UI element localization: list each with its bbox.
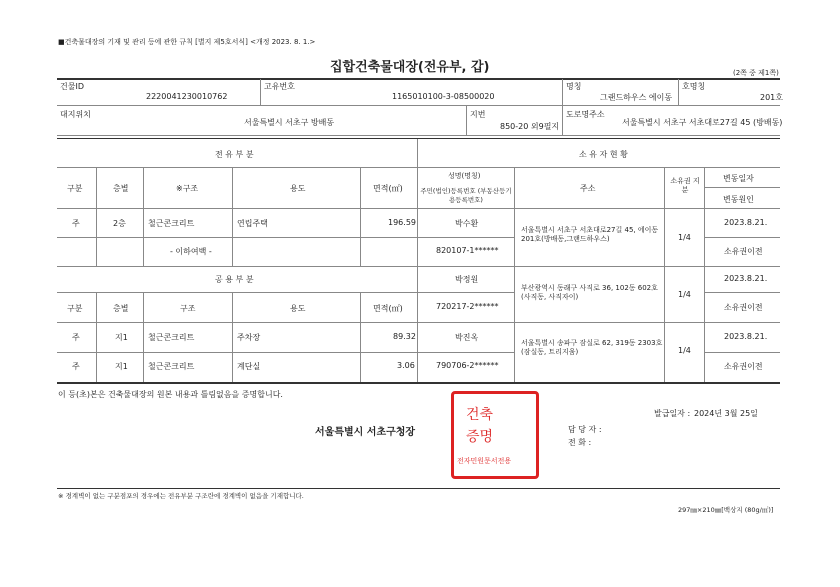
seal-text: 건축 [466, 407, 494, 423]
unit-name: 201호 [760, 93, 783, 102]
col-divider [96, 293, 97, 382]
row-divider [57, 266, 417, 267]
col-header: 층별 [113, 304, 129, 313]
location-label: 대지위치 [60, 110, 91, 119]
row-divider [704, 352, 780, 353]
col-divider [232, 293, 233, 382]
cell-floor: 2층 [113, 219, 126, 228]
col-divider [678, 79, 679, 105]
row-divider [418, 266, 780, 267]
seal-text: 전자민원문서전용 [457, 457, 512, 465]
col-divider [143, 168, 144, 266]
change-reason: 소유권이전 [724, 247, 763, 256]
lot-number: 850-20 외9필지 [500, 122, 560, 131]
owner-id-header: 주민(법인)등록번호 (부동산등기용등록번호) [420, 187, 512, 204]
col-header: ※구조 [176, 184, 199, 193]
col-divider [466, 106, 467, 135]
unique-no: 1165010100-3-08500020 [392, 92, 495, 101]
row-divider [57, 292, 417, 293]
col-divider [260, 79, 261, 105]
col-header: 용도 [290, 184, 306, 193]
row-divider [57, 138, 780, 139]
owner-name-header: 성명(명칭) [448, 172, 481, 180]
road-address: 서울특별시 서초구 서초대로27길 45 (방배동) [622, 118, 783, 127]
issue-date-label: 발급일자 : [654, 409, 691, 418]
footnote: ※ 경계벽이 없는 구분점포의 경우에는 전유부분 구조란에 경계벽이 없음을 기재합니다. [58, 492, 304, 500]
cell-use: 주차장 [237, 333, 261, 342]
official-seal-stamp [451, 391, 539, 479]
location: 서울특별시 서초구 방배동 [244, 118, 335, 127]
row-divider [57, 322, 417, 323]
row-divider [57, 352, 417, 353]
owner-id: 790706-2****** [436, 361, 499, 370]
col-divider [360, 293, 361, 382]
col-divider [360, 168, 361, 266]
col-header: 용도 [290, 304, 306, 313]
phone-label: 전 화 : [568, 438, 592, 447]
exclusive-section-title: 전 유 부 분 [215, 150, 254, 159]
owner-address: 부산광역시 동래구 사직로 36, 102동 602호(사직동, 사직자이) [521, 284, 658, 301]
row-divider [418, 237, 514, 238]
unique-no-label: 고유번호 [264, 82, 295, 91]
owner-share: 1/4 [678, 346, 691, 355]
table-top-border [57, 78, 780, 80]
col-header: 층별 [113, 184, 129, 193]
cell-floor: 지1 [115, 362, 128, 371]
col-divider [704, 168, 705, 382]
name-label: 명칭 [566, 82, 582, 91]
col-divider [417, 139, 418, 382]
owner-share-header: 소유권 지분 [670, 177, 700, 194]
col-divider [143, 293, 144, 382]
owner-id: 820107-1****** [436, 246, 499, 255]
row-divider [418, 292, 514, 293]
change-reason: 소유권이전 [724, 362, 763, 371]
footer-divider [57, 488, 780, 489]
row-divider [57, 135, 780, 136]
page-count: (2쪽 중 제1쪽) [733, 69, 779, 77]
issue-date: 2024년 3월 25일 [694, 409, 758, 418]
form-note: ■건축물대장의 기재 및 관리 등에 관한 규칙 [별지 제5호서식] <개정 2023. 8. 1.> [58, 38, 316, 46]
table-bottom-border [57, 382, 780, 384]
col-header: 구분 [67, 304, 83, 313]
building-id-label: 건물ID [60, 82, 84, 91]
owner-share: 1/4 [678, 290, 691, 299]
blank-marker: - 이하여백 - [170, 247, 212, 256]
row-divider [418, 352, 514, 353]
owner-name: 박진옥 [455, 333, 479, 342]
row-divider [418, 322, 780, 323]
change-date: 2023.8.21. [724, 332, 768, 341]
lot-label: 지번 [470, 110, 486, 119]
col-divider [562, 79, 563, 135]
owners-section-title: 소 유 자 현 황 [579, 150, 628, 159]
owner-share: 1/4 [678, 233, 691, 242]
cell-use: 계단실 [237, 362, 261, 371]
col-divider [232, 168, 233, 266]
certify-text: 이 등(초)본은 건축물대장의 원본 내용과 틀림없음을 증명합니다. [58, 390, 283, 399]
cell-structure: 철근콘크리트 [148, 333, 195, 342]
cell-structure: 철근콘크리트 [148, 362, 195, 371]
charge-label: 담 당 자 : [568, 425, 602, 434]
owner-addr-header: 주소 [580, 184, 596, 193]
change-date: 2023.8.21. [724, 274, 768, 283]
road-label: 도로명주소 [566, 110, 605, 119]
col-header: 면적(㎡) [373, 304, 403, 313]
row-divider [57, 237, 417, 238]
col-divider [514, 168, 515, 382]
cell-area: 3.06 [397, 361, 415, 370]
owner-address: 서울특별시 서초구 서초대로27길 45, 에이동 201호(방배동,그랜드하우스) [521, 226, 659, 243]
page-title: 집합건축물대장(전유부, 갑) [330, 60, 490, 75]
row-divider [704, 292, 780, 293]
cell-structure: 철근콘크리트 [148, 219, 195, 228]
col-header: 면적(㎡) [373, 184, 403, 193]
issuing-office: 서울특별시 서초구청장 [315, 427, 416, 438]
owner-id: 720217-2****** [436, 302, 499, 311]
cell-area: 196.59 [388, 218, 416, 227]
owner-address: 서울특별시 송파구 잠실로 62, 319동 2303호(잠실동, 트리지움) [521, 339, 663, 356]
col-divider [664, 168, 665, 382]
cell-area: 89.32 [393, 332, 416, 341]
owner-name: 박수환 [455, 219, 479, 228]
cell-use: 연립주택 [237, 219, 268, 228]
common-section-title: 공 용 부 분 [215, 275, 254, 284]
row-divider [704, 187, 780, 188]
building-name: 그랜드하우스 에이동 [600, 93, 673, 102]
seal-text: 증명 [466, 429, 494, 445]
building-id: 2220041230010762 [146, 92, 228, 101]
col-header: 구분 [67, 184, 83, 193]
change-reason: 소유권이전 [724, 303, 763, 312]
row-divider [418, 167, 780, 168]
paper-spec: 297㎜×210㎜[백상지 (80g/㎡)] [678, 506, 774, 514]
row-divider [57, 105, 780, 106]
row-divider [704, 237, 780, 238]
row-divider [57, 167, 417, 168]
cell-type: 주 [72, 362, 80, 371]
unit-label: 호명칭 [682, 82, 706, 91]
col-divider [96, 168, 97, 266]
row-divider [57, 208, 417, 209]
cell-type: 주 [72, 333, 80, 342]
cell-floor: 지1 [115, 333, 128, 342]
col-header: 구조 [180, 304, 196, 313]
row-divider [418, 208, 780, 209]
cell-type: 주 [72, 219, 80, 228]
owner-name: 박정원 [455, 275, 479, 284]
change-date: 2023.8.21. [724, 218, 768, 227]
date-header: 변동일자 [723, 174, 754, 183]
reason-header: 변동원인 [723, 195, 754, 204]
